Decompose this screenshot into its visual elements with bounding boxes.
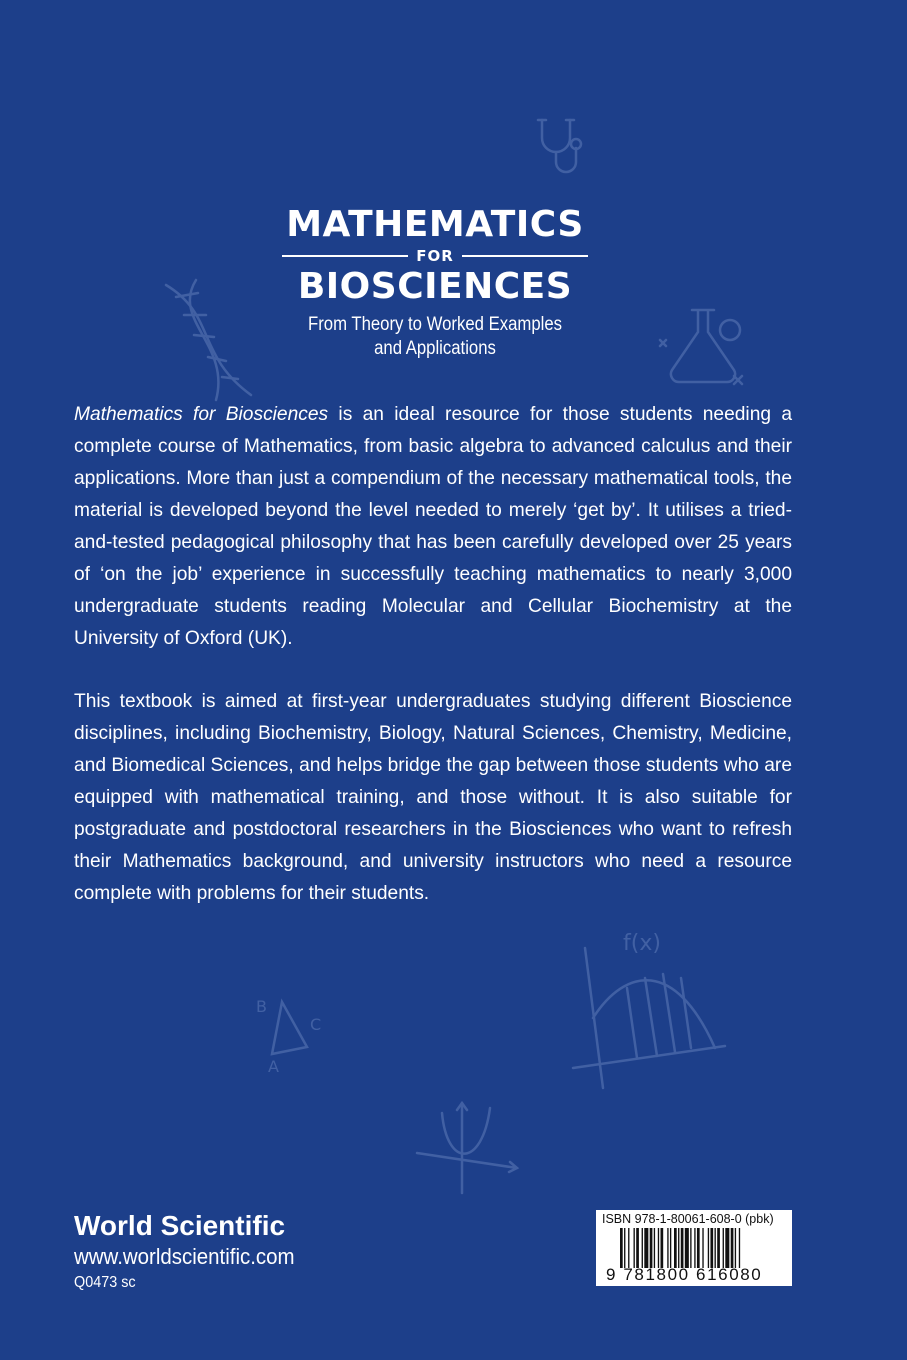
fx-label: f(x) <box>623 931 661 956</box>
description-paragraph-1 <box>74 399 792 655</box>
triangle-abc-icon <box>252 992 337 1077</box>
publisher-name: World Scientific <box>74 1210 286 1241</box>
description-paragraph-2: This textbook is aimed at first-year undergraduates studying different Bioscience disciplines, including Biochemistry, Biology, Natural Sciences, Chemistry, Medicine, and Biomedical Sciences, and helps bridge the gap between those students who are equipped with mathematical training, and those without. It is also suitable for postgraduate and postdoctoral researchers in the Biosciences who want to refresh their Mathematics background, and university instructors who need a resource complete with problems for their students. <box>74 691 792 904</box>
book-subtitle <box>263 313 606 361</box>
stethoscope-icon <box>532 112 602 182</box>
triangle-label-b: B <box>256 997 267 1016</box>
barcode-image <box>620 1228 784 1268</box>
book-title-line1: MATHEMATICS <box>286 204 584 245</box>
title-rule-right <box>462 255 588 257</box>
book-title-for: FOR <box>416 247 454 265</box>
description-title-italic: Mathematics for Biosciences <box>74 404 329 425</box>
description-paragraph-1-text: is an ideal resource for those students needing a complete course of Mathematics, from basic algebra to advanced calculus and their applications. More than just a compendium of the necessary mathematical tools, the material is developed beyond the level needed to merely ‘get by’. It utilises a tried-and-tested pedagogical philosophy that has been carefully developed over 25 years of ‘on the job’ experience in successfully teaching mathematics to nearly 3,000 undergraduate students reading Molecular and Cellular Biochemistry at the University of Oxford (UK). <box>74 404 793 649</box>
title-block <box>240 205 630 361</box>
publisher-url: www.worldscientific.com <box>74 1244 295 1269</box>
lab-flask-icon <box>652 300 752 395</box>
isbn-label: ISBN 978-1-80061-608-0 (pbk) <box>602 1212 774 1226</box>
product-code: Q0473 sc <box>74 1274 136 1291</box>
isbn-barcode-box <box>596 1210 792 1286</box>
triangle-label-a: A <box>268 1057 279 1076</box>
barcode-digits: 9 781800 616080 <box>606 1265 763 1284</box>
title-rule-left <box>282 255 408 257</box>
book-description <box>74 399 792 941</box>
axes-parabola-icon <box>412 1098 522 1198</box>
subtitle-line1: From Theory to Worked Examples <box>308 314 562 335</box>
function-graph-icon <box>565 928 735 1098</box>
book-title-line2: BIOSCIENCES <box>297 266 573 307</box>
publisher-block <box>74 1208 311 1296</box>
triangle-label-c: C <box>310 1015 322 1034</box>
subtitle-line2: and Applications <box>374 338 496 359</box>
title-for-row <box>282 245 588 267</box>
